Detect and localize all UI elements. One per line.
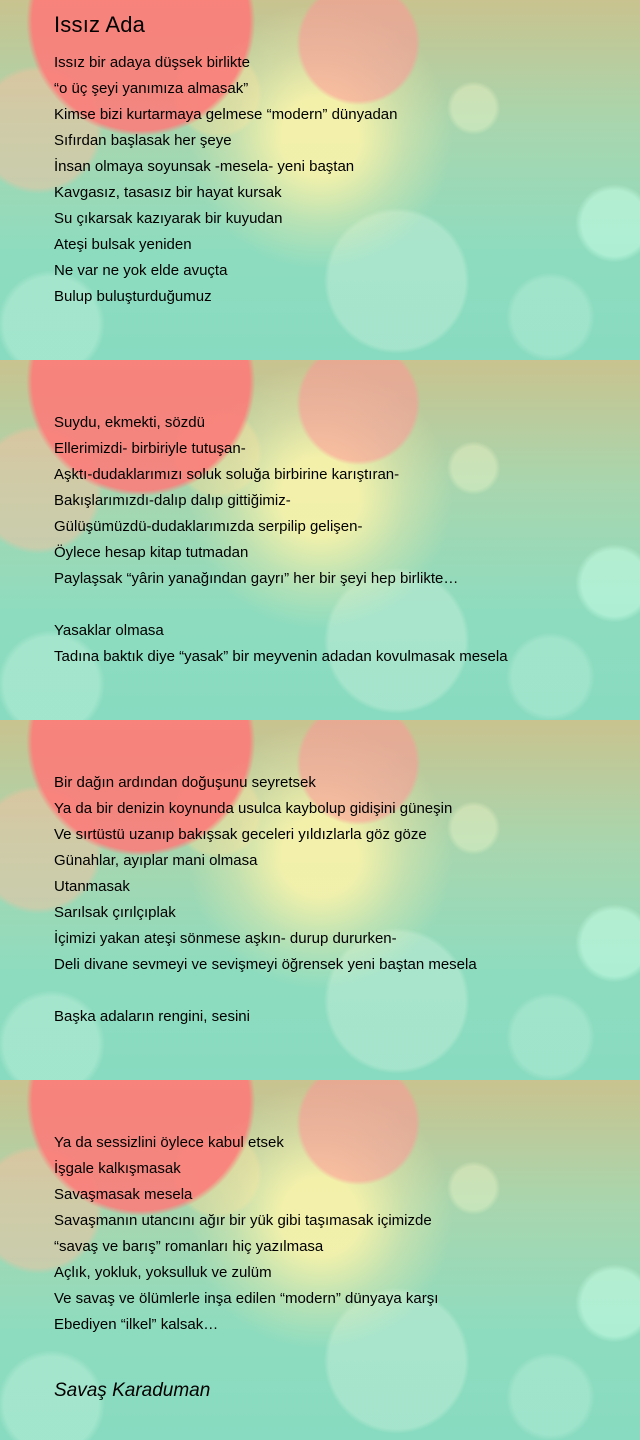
poem-line: Kavgasız, tasasız bir hayat kursak bbox=[54, 184, 282, 201]
poem-line: Ebediyen “ilkel” kalsak… bbox=[54, 1316, 219, 1333]
poem-panel-1 bbox=[0, 0, 640, 360]
poem-line: Su çıkarsak kazıyarak bir kuyudan bbox=[54, 210, 283, 227]
poem-line: Kimse bizi kurtarmaya gelmese “modern” dünyadan bbox=[54, 106, 398, 123]
poem-panel-2 bbox=[0, 360, 640, 720]
poem-panel-4 bbox=[0, 1080, 640, 1440]
poem-title: Issız Ada bbox=[54, 12, 146, 37]
poem-line: İçimizi yakan ateşi sönmese aşkın- durup dururken- bbox=[54, 930, 397, 947]
author-name: Savaş Karaduman bbox=[54, 1380, 211, 1401]
poem-line: Başka adaların rengini, sesini bbox=[54, 1008, 250, 1025]
poem-line: Sarılsak çırılçıplak bbox=[54, 904, 176, 921]
poem-line: İnsan olmaya soyunsak -mesela- yeni baştan bbox=[54, 158, 355, 175]
poem-line: Öylece hesap kitap tutmadan bbox=[54, 544, 249, 561]
stanza-4 bbox=[54, 1130, 438, 1338]
poem-line: İşgale kalkışmasak bbox=[54, 1160, 181, 1177]
poem-line: Ateşi bulsak yeniden bbox=[54, 236, 192, 253]
blank-line bbox=[54, 978, 477, 1004]
poem-line: Paylaşsak “yârin yanağından gayrı” her bir şeyi hep birlikte… bbox=[54, 570, 459, 587]
poem-line: Bir dağın ardından doğuşunu seyretsek bbox=[54, 774, 316, 791]
poem-line: Deli divane sevmeyi ve sevişmeyi öğrensek yeni baştan mesela bbox=[54, 956, 477, 973]
stanza-2 bbox=[54, 410, 508, 670]
poem-line: Ya da bir denizin koynunda usulca kaybolup gidişini güneşin bbox=[54, 800, 453, 817]
poem-line: Issız bir adaya düşsek birlikte bbox=[54, 54, 250, 71]
poem-line: Ve sırtüstü uzanıp bakışsak geceleri yıldızlarla göz göze bbox=[54, 826, 427, 843]
poem-panel-3 bbox=[0, 720, 640, 1080]
poem-line: Bulup buluşturduğumuz bbox=[54, 288, 212, 305]
stanza-1 bbox=[54, 50, 397, 310]
poem-line: Aşktı-dudaklarımızı soluk soluğa birbirine karıştıran- bbox=[54, 466, 400, 483]
poem-line: Sıfırdan başlasak her şeye bbox=[54, 132, 232, 149]
poem-line: Bakışlarımızdı-dalıp dalıp gittiğimiz- bbox=[54, 492, 291, 509]
poem-line: “o üç şeyi yanımıza almasak” bbox=[54, 80, 249, 97]
stanza-3 bbox=[54, 770, 477, 1030]
poem-line: Utanmasak bbox=[54, 878, 130, 895]
poem-line: Suydu, ekmekti, sözdü bbox=[54, 414, 205, 431]
poem-line: Savaşmanın utancını ağır bir yük gibi taşımasak içimizde bbox=[54, 1212, 432, 1229]
poem-line: Gülüşümüzdü-dudaklarımızda serpilip gelişen- bbox=[54, 518, 363, 535]
poem-line: Savaşmasak mesela bbox=[54, 1186, 193, 1203]
poem-line: Yasaklar olmasa bbox=[54, 622, 164, 639]
blank-line bbox=[54, 592, 508, 618]
poem-line: Ne var ne yok elde avuçta bbox=[54, 262, 228, 279]
poem-line: Ya da sessizlini öylece kabul etsek bbox=[54, 1134, 284, 1151]
poem-line: Açlık, yokluk, yoksulluk ve zulüm bbox=[54, 1264, 272, 1281]
poem-line: Ellerimizdi- birbiriyle tutuşan- bbox=[54, 440, 246, 457]
poem-line: Ve savaş ve ölümlerle inşa edilen “modern” dünyaya karşı bbox=[54, 1290, 439, 1307]
poem-line: Günahlar, ayıplar mani olmasa bbox=[54, 852, 258, 869]
poem-line: Tadına baktık diye “yasak” bir meyvenin adadan kovulmasak mesela bbox=[54, 648, 508, 665]
poem-line: “savaş ve barış” romanları hiç yazılmasa bbox=[54, 1238, 324, 1255]
